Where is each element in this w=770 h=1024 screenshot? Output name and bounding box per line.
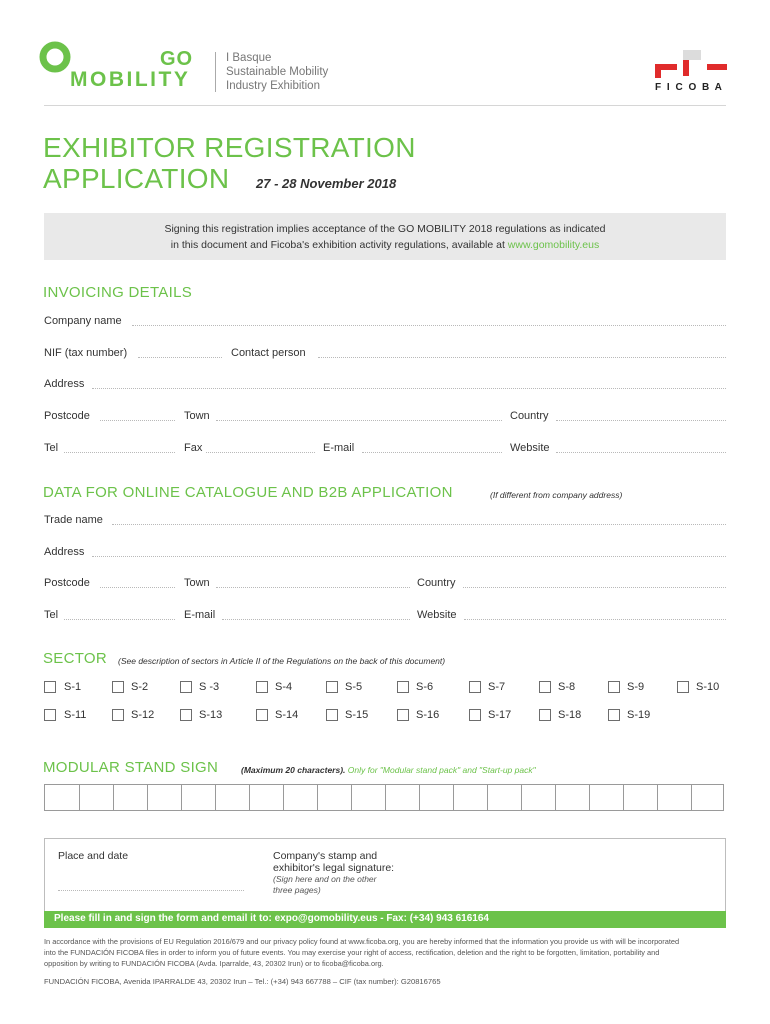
notice-line2: in this document and Ficoba's exhibition activity regulations, available at bbox=[170, 239, 505, 251]
sector-s18-checkbox[interactable] bbox=[539, 709, 551, 721]
stand-sign-char-box[interactable] bbox=[555, 784, 589, 811]
invoicing-tel-label: Tel bbox=[44, 442, 59, 454]
sector-s11-label: S-11 bbox=[64, 709, 87, 721]
stand-sign-char-box[interactable] bbox=[385, 784, 419, 811]
invoicing-fax-label: Fax bbox=[184, 442, 203, 454]
event-dates: 27 - 28 November 2018 bbox=[256, 176, 397, 191]
sector-s1-label: S-1 bbox=[64, 681, 82, 693]
privacy-line3: opposition by writing to FUNDACIÓN FICOBA (Avda. Iparralde, 43, 20302 Irun) or to ficoba@ficoba.org. bbox=[44, 959, 384, 968]
stand-sign-char-box[interactable] bbox=[351, 784, 385, 811]
privacy-line2: into the FUNDACIÓN FICOBA files in order to inform you of future events. You may exercise your right of access, rectification, deletion and the right to be forgotten, limitation, portability and bbox=[44, 948, 660, 957]
sector-s1-checkbox[interactable] bbox=[44, 681, 56, 693]
sector-s8-label: S-8 bbox=[558, 681, 576, 693]
company-name-label: Company name bbox=[44, 315, 122, 327]
invoicing-town-label: Town bbox=[184, 410, 210, 422]
catalogue-section-title: DATA FOR ONLINE CATALOGUE AND B2B APPLICATION bbox=[43, 484, 453, 501]
tagline-line2: Sustainable Mobility bbox=[226, 66, 329, 78]
invoicing-postcode-label: Postcode bbox=[44, 410, 90, 422]
stand-sign-char-box[interactable] bbox=[113, 784, 147, 811]
invoicing-tel-field[interactable] bbox=[64, 452, 175, 453]
stand-sign-char-box[interactable] bbox=[215, 784, 249, 811]
ficoba-logo-text: F I C O B A bbox=[655, 82, 724, 93]
stand-sign-char-box[interactable] bbox=[44, 784, 79, 811]
sector-s9-label: S-9 bbox=[627, 681, 645, 693]
sector-s10-label: S-10 bbox=[696, 681, 720, 693]
stand-sign-char-box[interactable] bbox=[521, 784, 555, 811]
nif-field[interactable] bbox=[138, 357, 222, 358]
sector-s14-checkbox[interactable] bbox=[256, 709, 268, 721]
invoicing-country-field[interactable] bbox=[556, 420, 726, 421]
page-title-line1: EXHIBITOR REGISTRATION bbox=[43, 132, 416, 163]
stand-sign-note: (Maximum 20 characters). bbox=[241, 765, 346, 775]
logo-mobility: MOBILITY bbox=[70, 68, 191, 91]
invoicing-email-label: E-mail bbox=[323, 442, 355, 454]
catalogue-tel-label: Tel bbox=[44, 609, 59, 621]
sector-section-note: (See description of sectors in Article II of the Regulations on the back of this document) bbox=[118, 656, 446, 666]
nif-label: NIF (tax number) bbox=[44, 347, 128, 359]
invoicing-website-label: Website bbox=[510, 442, 550, 454]
sector-s2-checkbox[interactable] bbox=[112, 681, 124, 693]
invoicing-town-field[interactable] bbox=[216, 420, 502, 421]
stand-sign-note-green: Only for "Modular stand pack" and "Start-up pack" bbox=[347, 765, 536, 775]
stand-sign-char-box[interactable] bbox=[181, 784, 215, 811]
catalogue-website-label: Website bbox=[417, 609, 457, 621]
stand-sign-char-box[interactable] bbox=[487, 784, 521, 811]
submit-instructions-text: Please fill in and sign the form and email it to: expo@gomobility.eus - Fax: (+34) 943 616164 bbox=[54, 913, 489, 924]
sector-s13-label: S-13 bbox=[199, 709, 223, 721]
catalogue-postcode-label: Postcode bbox=[44, 577, 90, 589]
sector-s4-checkbox[interactable] bbox=[256, 681, 268, 693]
stand-sign-char-box[interactable] bbox=[79, 784, 113, 811]
sector-s15-checkbox[interactable] bbox=[326, 709, 338, 721]
sector-s2-label: S-2 bbox=[131, 681, 149, 693]
sector-s19-label: S-19 bbox=[627, 709, 651, 721]
sector-s6-checkbox[interactable] bbox=[397, 681, 409, 693]
invoicing-address-field[interactable] bbox=[92, 388, 726, 389]
sector-s3-label: S -3 bbox=[199, 681, 220, 693]
stand-sign-char-box[interactable] bbox=[657, 784, 691, 811]
regulations-notice bbox=[44, 213, 726, 260]
catalogue-email-label: E-mail bbox=[184, 609, 216, 621]
stand-sign-char-box[interactable] bbox=[283, 784, 317, 811]
stamp-label-line1: Company's stamp and bbox=[273, 850, 378, 862]
regulations-link[interactable]: www.gomobility.eus bbox=[507, 239, 600, 251]
invoicing-website-field[interactable] bbox=[556, 452, 726, 453]
sector-s16-checkbox[interactable] bbox=[397, 709, 409, 721]
signature-area[interactable] bbox=[400, 846, 720, 906]
catalogue-country-label: Country bbox=[417, 577, 456, 589]
stamp-note-line1: (Sign here and on the other bbox=[273, 874, 377, 884]
tagline-line3: Industry Exhibition bbox=[226, 80, 320, 92]
sector-s16-label: S-16 bbox=[416, 709, 440, 721]
stand-sign-char-box[interactable] bbox=[589, 784, 623, 811]
sector-s10-checkbox[interactable] bbox=[677, 681, 689, 693]
page-title-line2: APPLICATION bbox=[43, 163, 230, 194]
catalogue-postcode-field[interactable] bbox=[100, 587, 175, 588]
sector-s9-checkbox[interactable] bbox=[608, 681, 620, 693]
sector-s15-label: S-15 bbox=[345, 709, 369, 721]
sector-s3-checkbox[interactable] bbox=[180, 681, 192, 693]
catalogue-address-field[interactable] bbox=[92, 556, 726, 557]
submit-instructions-banner bbox=[44, 911, 726, 928]
stand-sign-section-title: MODULAR STAND SIGN bbox=[43, 759, 219, 776]
notice-line1: Signing this registration implies acceptance of the GO MOBILITY 2018 regulations as indicated bbox=[164, 223, 606, 235]
sector-s6-label: S-6 bbox=[416, 681, 434, 693]
place-date-field[interactable] bbox=[58, 890, 244, 891]
stand-sign-char-box[interactable] bbox=[147, 784, 181, 811]
sector-s19-checkbox[interactable] bbox=[608, 709, 620, 721]
invoicing-email-field[interactable] bbox=[362, 452, 502, 453]
stand-sign-char-box[interactable] bbox=[623, 784, 657, 811]
sector-s11-checkbox[interactable] bbox=[44, 709, 56, 721]
invoicing-country-label: Country bbox=[510, 410, 549, 422]
sector-s12-checkbox[interactable] bbox=[112, 709, 124, 721]
sector-s17-label: S-17 bbox=[488, 709, 512, 721]
ficoba-logo-icon bbox=[655, 50, 727, 80]
catalogue-tel-field[interactable] bbox=[64, 619, 175, 620]
footer-address: FUNDACIÓN FICOBA, Avenida IPARRALDE 43, 20302 Irun – Tel.: (+34) 943 667788 – CIF (tax number): G20816765 bbox=[44, 977, 441, 986]
sector-s7-checkbox[interactable] bbox=[469, 681, 481, 693]
stand-sign-char-box[interactable] bbox=[419, 784, 453, 811]
invoicing-section-title: INVOICING DETAILS bbox=[43, 284, 193, 301]
stand-sign-char-box[interactable] bbox=[453, 784, 487, 811]
catalogue-address-label: Address bbox=[44, 546, 85, 558]
catalogue-town-field[interactable] bbox=[216, 587, 410, 588]
go-mobility-logo-icon bbox=[38, 40, 72, 74]
sector-s18-label: S-18 bbox=[558, 709, 582, 721]
stamp-label-line2: exhibitor's legal signature: bbox=[273, 862, 395, 874]
tagline-line1: I Basque bbox=[226, 52, 272, 64]
invoicing-postcode-field[interactable] bbox=[100, 420, 175, 421]
sector-s5-label: S-5 bbox=[345, 681, 363, 693]
catalogue-country-field[interactable] bbox=[463, 587, 726, 588]
sector-s17-checkbox[interactable] bbox=[469, 709, 481, 721]
sector-s13-checkbox[interactable] bbox=[180, 709, 192, 721]
invoicing-address-label: Address bbox=[44, 378, 85, 390]
stand-sign-char-box[interactable] bbox=[249, 784, 283, 811]
catalogue-section-note: (If different from company address) bbox=[490, 490, 623, 500]
contact-person-label: Contact person bbox=[231, 347, 306, 359]
catalogue-website-field[interactable] bbox=[464, 619, 726, 620]
sector-section-title: SECTOR bbox=[43, 650, 108, 667]
stamp-note-line2: three pages) bbox=[273, 885, 321, 895]
trade-name-label: Trade name bbox=[44, 514, 103, 526]
stand-sign-char-box[interactable] bbox=[317, 784, 351, 811]
sector-s5-checkbox[interactable] bbox=[326, 681, 338, 693]
sector-s12-label: S-12 bbox=[131, 709, 155, 721]
stand-sign-char-box[interactable] bbox=[691, 784, 724, 811]
header-rule bbox=[44, 105, 726, 106]
sector-s8-checkbox[interactable] bbox=[539, 681, 551, 693]
place-date-label: Place and date bbox=[58, 850, 129, 862]
sector-s4-label: S-4 bbox=[275, 681, 293, 693]
sector-s14-label: S-14 bbox=[275, 709, 299, 721]
sector-s7-label: S-7 bbox=[488, 681, 506, 693]
trade-name-field[interactable] bbox=[112, 524, 726, 525]
catalogue-email-field[interactable] bbox=[222, 619, 410, 620]
header-divider bbox=[215, 52, 216, 92]
contact-person-field[interactable] bbox=[318, 357, 726, 358]
invoicing-fax-field[interactable] bbox=[206, 452, 315, 453]
privacy-line1: In accordance with the provisions of EU Regulation 2016/679 and our privacy policy found at www.ficoba.org, you are hereby informed that the information you provide us with will be incorporated bbox=[44, 937, 680, 946]
company-name-field[interactable] bbox=[132, 325, 726, 326]
catalogue-town-label: Town bbox=[184, 577, 210, 589]
logo-go: GO bbox=[160, 48, 194, 70]
